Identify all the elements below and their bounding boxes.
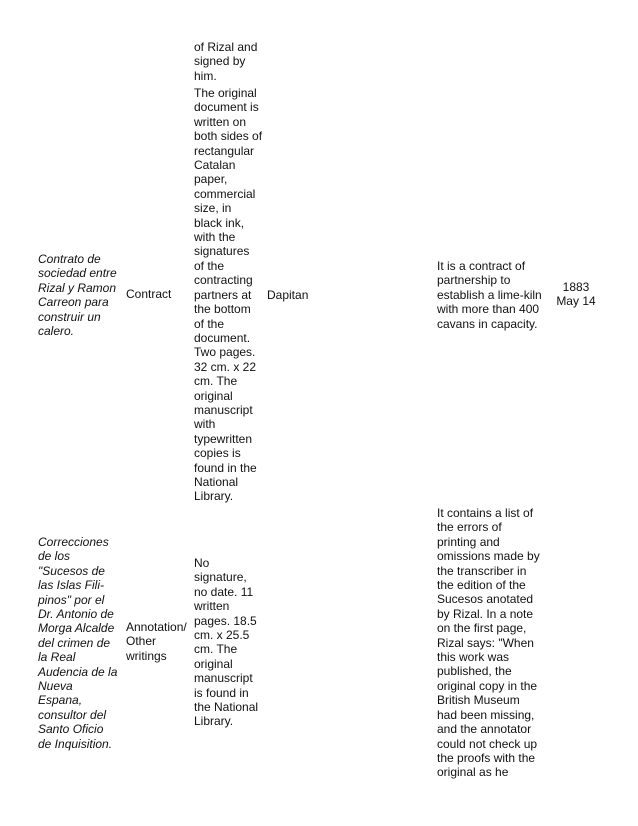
title-cell: Contrato de sociedad entre Rizal y Ramon Carreon para construir un calero.: [38, 252, 117, 339]
type-cell: Contract: [126, 287, 172, 301]
description-cell-continued: of Rizal and signed by him.: [194, 40, 258, 83]
description-cell: No signature, no date. 11 written pages. 18.5 cm. x 25.5 cm. The original manuscript is found in the National Library.: [194, 556, 259, 729]
description-cell: The original document is written on both sides of rectangular Catalan paper, commercial size, in black ink, with the signatures of the contracting partners at the bottom of the document. Two pages. 32 cm. x 22 cm. The original manuscript with typewritten copies is found in the National Library.: [194, 86, 263, 504]
contents-cell: It is a contract of partnership to establish a lime-kiln with more than 400 cavans in capacity.: [437, 259, 542, 331]
type-cell: Annotation/ Other writings: [126, 620, 187, 663]
place-cell: Dapitan: [267, 288, 309, 302]
title-cell: Correcciones de los "Sucesos de las Islas Fili- pinos" por el Dr. Antonio de Morga Alcalde del crimen de la Real Audencia de la Nueva Espana, consultor del Santo Oficio de Inquisition.: [38, 535, 118, 751]
contents-cell: It contains a list of the errors of printing and omissions made by the transcriber in the edition of the Sucesos anotated by Rizal. In a note on the first page, Rizal says: "When this work was published, the original copy in the British Museum had been missing, and the annotator could not check up the proofs with the original as he: [437, 506, 540, 780]
date-cell: 1883 May 14: [556, 280, 596, 309]
